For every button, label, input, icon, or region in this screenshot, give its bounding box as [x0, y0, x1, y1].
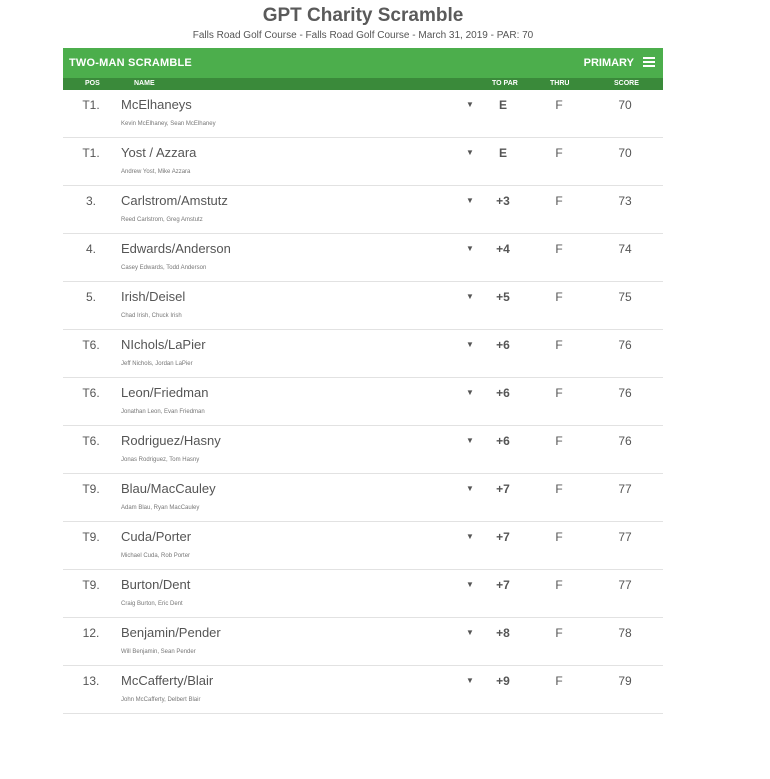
column-headers	[63, 78, 663, 90]
leaderboard-row[interactable]	[63, 474, 663, 522]
column-header-name: NAME	[134, 80, 155, 87]
team-players: Andrew Yost, Mike Azzara	[121, 169, 191, 175]
team-name: Yost / Azzara	[121, 145, 197, 160]
team-players: Craig Burton, Eric Dent	[121, 601, 183, 607]
event-subtitle: Falls Road Golf Course - Falls Road Golf Course - March 31, 2019 - PAR: 70	[192, 30, 534, 41]
team-to-par: +9	[496, 674, 510, 688]
caret-down-icon[interactable]: ▼	[466, 196, 474, 205]
team-score: 79	[618, 674, 632, 688]
team-players: Jonathan Leon, Evan Friedman	[121, 409, 205, 415]
team-score: 78	[618, 626, 632, 640]
team-name: Carlstrom/Amstutz	[121, 193, 228, 208]
leaderboard-row[interactable]	[63, 618, 663, 666]
team-score: 76	[618, 434, 632, 448]
team-score: 75	[618, 290, 632, 304]
team-players: Kevin McElhaney, Sean McElhaney	[121, 121, 216, 127]
team-thru: F	[555, 482, 563, 496]
team-to-par: +4	[496, 242, 510, 256]
team-score: 77	[618, 578, 632, 592]
caret-down-icon[interactable]: ▼	[466, 532, 474, 541]
team-to-par: +6	[496, 338, 510, 352]
team-score: 77	[618, 530, 632, 544]
leaderboard-row[interactable]	[63, 138, 663, 186]
caret-down-icon[interactable]: ▼	[466, 676, 474, 685]
leaderboard-row[interactable]	[63, 378, 663, 426]
leaderboard-row[interactable]	[63, 570, 663, 618]
menu-icon[interactable]	[643, 57, 655, 67]
team-thru: F	[555, 98, 563, 112]
team-to-par: +6	[496, 434, 510, 448]
team-thru: F	[555, 530, 563, 544]
caret-down-icon[interactable]: ▼	[466, 244, 474, 253]
team-players: Michael Cuda, Rob Porter	[121, 553, 191, 559]
team-thru: F	[555, 626, 563, 640]
team-name: Cuda/Porter	[121, 529, 192, 544]
team-to-par: +3	[496, 194, 510, 208]
team-name: Irish/Deisel	[121, 289, 186, 304]
team-score: 73	[618, 194, 632, 208]
team-position: T1.	[82, 98, 100, 112]
team-to-par: +7	[496, 482, 510, 496]
leaderboard-rows	[63, 90, 663, 714]
team-position: 3.	[85, 194, 96, 208]
caret-down-icon[interactable]: ▼	[466, 436, 474, 445]
team-position: T6.	[82, 386, 100, 400]
caret-down-icon[interactable]: ▼	[466, 100, 474, 109]
team-thru: F	[555, 194, 563, 208]
team-score: 77	[618, 482, 632, 496]
team-position: T9.	[82, 530, 100, 544]
caret-down-icon[interactable]: ▼	[466, 148, 474, 157]
team-players: Will Benjamin, Sean Pender	[121, 649, 196, 655]
leaderboard-row[interactable]	[63, 234, 663, 282]
leaderboard-row[interactable]	[63, 426, 663, 474]
team-thru: F	[555, 674, 563, 688]
page-title: GPT Charity Scramble	[262, 5, 464, 26]
team-name: McCafferty/Blair	[121, 673, 214, 688]
team-score: 76	[618, 386, 632, 400]
team-name: Blau/MacCauley	[121, 481, 216, 496]
leaderboard	[63, 48, 663, 714]
caret-down-icon[interactable]: ▼	[466, 484, 474, 493]
team-name: NIchols/LaPier	[121, 337, 206, 352]
team-players: Jeff Nichols, Jordan LaPier	[121, 361, 193, 367]
team-position: T9.	[82, 578, 100, 592]
caret-down-icon[interactable]: ▼	[466, 580, 474, 589]
team-players: Jonas Rodriguez, Tom Hasny	[121, 457, 200, 463]
team-thru: F	[555, 338, 563, 352]
team-name: Benjamin/Pender	[121, 625, 221, 640]
event-format-label: TWO-MAN SCRAMBLE	[69, 57, 192, 69]
team-thru: F	[555, 434, 563, 448]
leaderboard-row[interactable]	[63, 522, 663, 570]
team-players: Casey Edwards, Todd Anderson	[121, 265, 207, 271]
column-header-to-par: TO PAR	[492, 80, 518, 87]
tee-selector-button[interactable]	[584, 57, 655, 69]
team-position: 4.	[85, 242, 96, 256]
team-to-par: +7	[496, 578, 510, 592]
team-position: 13.	[82, 674, 100, 688]
team-to-par: +5	[496, 290, 510, 304]
team-players: Adam Blau, Ryan MacCauley	[121, 505, 200, 511]
leaderboard-row[interactable]	[63, 666, 663, 714]
team-score: 70	[618, 146, 632, 160]
column-header-score: SCORE	[614, 80, 639, 87]
team-to-par: +8	[496, 626, 510, 640]
team-score: 70	[618, 98, 632, 112]
caret-down-icon[interactable]: ▼	[466, 292, 474, 301]
team-position: T9.	[82, 482, 100, 496]
team-position: T6.	[82, 434, 100, 448]
team-name: Edwards/Anderson	[121, 241, 231, 256]
team-position: T6.	[82, 338, 100, 352]
team-position: 12.	[82, 626, 100, 640]
team-thru: F	[555, 578, 563, 592]
team-to-par: E	[498, 98, 507, 112]
leaderboard-row[interactable]	[63, 282, 663, 330]
leaderboard-row[interactable]	[63, 186, 663, 234]
caret-down-icon[interactable]: ▼	[466, 628, 474, 637]
leaderboard-header-bar	[63, 48, 663, 78]
caret-down-icon[interactable]: ▼	[466, 388, 474, 397]
team-players: Reed Carlstrom, Greg Amstutz	[121, 217, 203, 223]
team-players: Chad Irish, Chuck Irish	[121, 313, 182, 319]
column-header-thru: THRU	[550, 80, 570, 87]
team-name: Burton/Dent	[121, 577, 191, 592]
team-position: 5.	[85, 290, 96, 304]
team-position: T1.	[82, 146, 100, 160]
team-score: 76	[618, 338, 632, 352]
team-thru: F	[555, 290, 563, 304]
team-to-par: +6	[496, 386, 510, 400]
team-score: 74	[618, 242, 632, 256]
team-name: Rodriguez/Hasny	[121, 433, 221, 448]
team-thru: F	[555, 242, 563, 256]
team-name: Leon/Friedman	[121, 385, 209, 400]
tee-selector-label: PRIMARY	[583, 57, 634, 70]
team-to-par: +7	[496, 530, 510, 544]
team-name: McElhaneys	[121, 97, 192, 112]
team-thru: F	[555, 146, 563, 160]
leaderboard-row[interactable]	[63, 90, 663, 138]
leaderboard-row[interactable]	[63, 330, 663, 378]
caret-down-icon[interactable]: ▼	[466, 340, 474, 349]
team-players: John McCafferty, Delbert Blair	[121, 697, 201, 703]
column-header-pos: POS	[85, 80, 100, 87]
team-to-par: E	[498, 146, 507, 160]
team-thru: F	[555, 386, 563, 400]
